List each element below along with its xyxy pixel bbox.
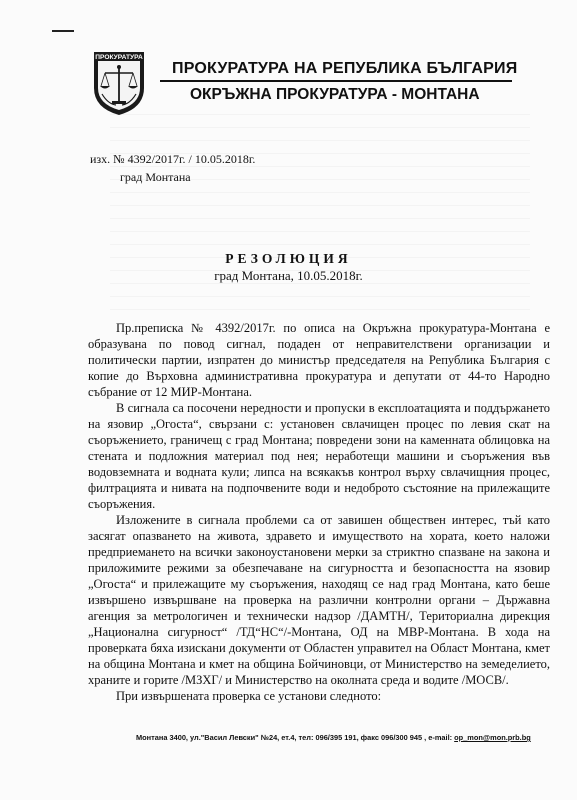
letterhead-title: ПРОКУРАТУРА НА РЕПУБЛИКА БЪЛГАРИЯ: [172, 60, 518, 77]
document-heading: РЕЗОЛЮЦИЯ: [225, 251, 352, 266]
body-paragraph-1: Пр.преписка № 4392/2017г. по описа на Окръжна прокуратура-Монтана е образувана по повод сигнал, подаден от неправителствени организации и политически партии, изпратен до министър председателя на Република България с копие до Върховна административна прокуратура и депутати от 44-то Народно събрание от 12 МИР-Монтана.: [88, 321, 550, 399]
footer-contact: [136, 733, 531, 742]
document-body: [88, 320, 550, 704]
outgoing-reference-number: изх. № 4392/2017г. / 10.05.2018г.: [90, 152, 256, 166]
body-paragraph-4: При извършената проверка се установи следното:: [116, 689, 382, 703]
reference-city: град Монтана: [120, 170, 191, 184]
corner-mark: [52, 30, 74, 32]
footer-address: Монтана 3400, ул."Васил Левски" №24, ет.4, тел: 096/395 191, факс 096/300 945 , e-mail:: [136, 733, 455, 742]
letterhead-rule: [160, 80, 512, 82]
emblem-text: ПРОКУРАТУРА: [95, 54, 143, 61]
document-place-date: град Монтана, 10.05.2018г.: [214, 268, 363, 283]
letterhead-subtitle: ОКРЪЖНА ПРОКУРАТУРА - МОНТАНА: [190, 86, 480, 103]
prosecution-emblem-icon: [90, 48, 148, 118]
body-paragraph-3: Изложените в сигнала проблеми са от завишен обществен интерес, тъй като засягат опазването на живота, здравето и имуществото на хората, което наложи предприемането на всички законоустановени мерки за стриктно спазване на закона и приложимите режими за обезпечаване на сигурността и безопасността на язовир „Огоста“ и прилежащите му съоръжения, находящ се над град Монтана, като беше извършено извършване на проверка на различни контролни органи – Държавна агенция за метрологичен и технически надзор /ДАМТН/, Териториална дирекция „Национална сигурност“ /ТД“НС“/-Монтана, ОД на МВР-Монтана. В хода на проверката бяха изискани документи от Областен управител на Област Монтана, кмет на община Монтана и кмет на община Бойчиновци, от Министерство на земеделието, храните и горите /МЗХГ/ и Министерство на околната среда и водите /МОСВ/.: [88, 513, 550, 687]
footer-email-link[interactable]: op_mon@mon.prb.bg: [454, 733, 531, 742]
body-paragraph-2: В сигнала са посочени нередности и пропуски в експлоатацията и поддържането на язовир „Огоста“, свързани с: установен свлачищен процес по левия скат на съоръжението, граничещ с град Монтана; повредени зони на каменната облицовка на стената и подложния материал под нея; неработещи машини и съоръжения във водовземната и водната кули; липса на всякакъв контрол върху свлачищния процес, филтрацията и нивата на подпочвените води и недоброто състояние на прилежащите съоръжения.: [88, 401, 550, 511]
